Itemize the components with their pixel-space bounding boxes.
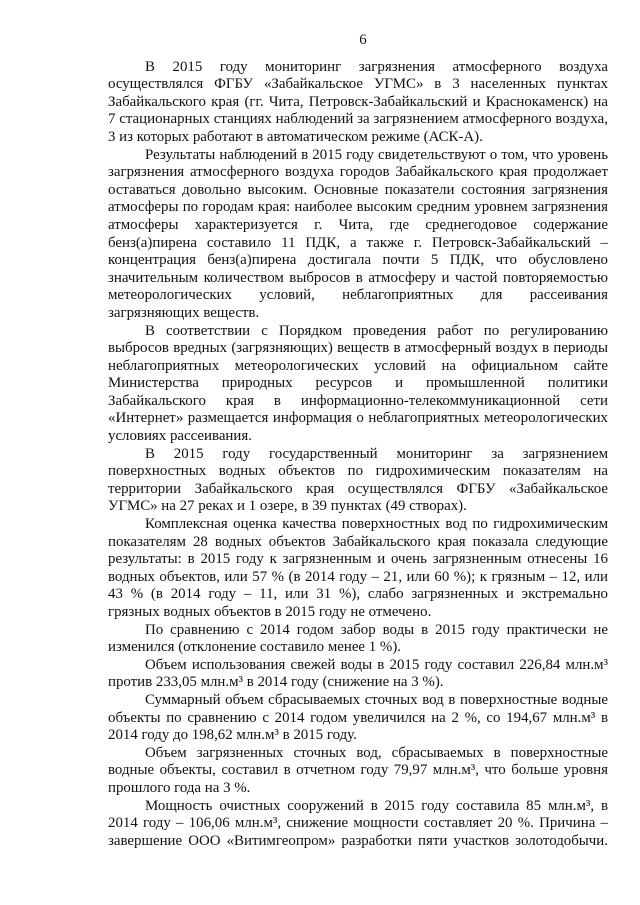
paragraph-air-monitoring: В 2015 году мониторинг загрязнения атмосферного воздуха осуществлялся ФГБУ «Забайкальское УГМС» в 3 населенных пунктах Забайкальского края (гг. Чита, Петровск-Забайкальский и Краснокаменск) на 7 стационарных станциях наблюдений за загрязнением атмосферного воздуха, 3 из которых работают в автоматическом режиме (АСК-А). bbox=[108, 58, 608, 145]
page-number: 6 bbox=[359, 32, 367, 48]
paragraph-wastewater-discharge: Суммарный объем сбрасываемых сточных вод в поверхностные водные объекты по сравнению с 2014 годом увеличился на 2 %, со 194,67 млн.м³ в 2014 году до 198,62 млн.м³ в 2015 году. bbox=[108, 691, 608, 744]
paragraph-unfavorable-conditions: В соответствии с Порядком проведения работ по регулированию выбросов вредных (загрязняющих) веществ в атмосферный воздух в периоды неблагоприятных метеорологических условий на официальном сайте Министерства природных ресурсов и промышленной политики Забайкальского края в информационно-телекоммуникационной сети «Интернет» размещается информация о неблагоприятных метеорологических условиях рассеивания. bbox=[108, 322, 608, 445]
document-page bbox=[108, 32, 608, 850]
paragraph-polluted-wastewater: Объем загрязненных сточных вод, сбрасываемых в поверхностные водные объекты, составил в отчетном году 79,97 млн.м³, что больше уровня прошлого года на 3 %. bbox=[108, 744, 608, 796]
paragraph-observation-results: Результаты наблюдений в 2015 году свидетельствуют о том, что уровень загрязнения атмосферного воздуха городов Забайкальского края продолжает оставаться довольно высоким. Основные показатели состояния загрязнения атмосферы по городам края: наиболее высоким средним уровнем загрязнения атмосферы характеризуется г. Чита, где среднегодовое содержание бенз(а)пирена составило 11 ПДК, а также г. Петровск-Забайкальский – концентрация бенз(а)пирена достигала почти 5 ПДК, что обусловлено значительным количеством выбросов в атмосферу и частой повторяемостью метеорологических условий, неблагоприятных для рассеивания загрязняющих веществ. bbox=[108, 146, 608, 321]
paragraph-treatment-capacity: Мощность очистных сооружений в 2015 году составила 85 млн.м³, в 2014 году – 106,06 млн.м³, снижение мощности составляет 20 %. Причина – завершение ООО «Витимгеопром» разработки пяти участков золотодобычи. bbox=[108, 797, 608, 849]
paragraph-fresh-water-use: Объем использования свежей воды в 2015 году составил 226,84 млн.м³ против 233,05 млн.м³ в 2014 году (снижение на 3 %). bbox=[108, 656, 608, 691]
paragraph-water-intake: По сравнению с 2014 годом забор воды в 2015 году практически не изменился (отклонение составило менее 1 %). bbox=[108, 621, 608, 656]
paragraph-water-quality-assessment: Комплексная оценка качества поверхностных вод по гидрохимическим показателям 28 водных объектов Забайкальского края показала следующие результаты: в 2015 году к загрязненным и очень загрязненным отнесены 16 водных объектов, или 57 % (в 2014 году – 21, или 60 %); к грязным – 12, или 43 % (в 2014 году – 11, или 31 %), слабо загрязненных и экстремально грязных водных объектов в 2015 году не отмечено. bbox=[108, 516, 608, 620]
paragraph-water-monitoring: В 2015 году государственный мониторинг за загрязнением поверхностных водных объектов по гидрохимическим показателям на территории Забайкальского края осуществлялся ФГБУ «Забайкальское УГМС» на 27 реках и 1 озере, в 39 пунктах (49 створах). bbox=[108, 445, 608, 515]
